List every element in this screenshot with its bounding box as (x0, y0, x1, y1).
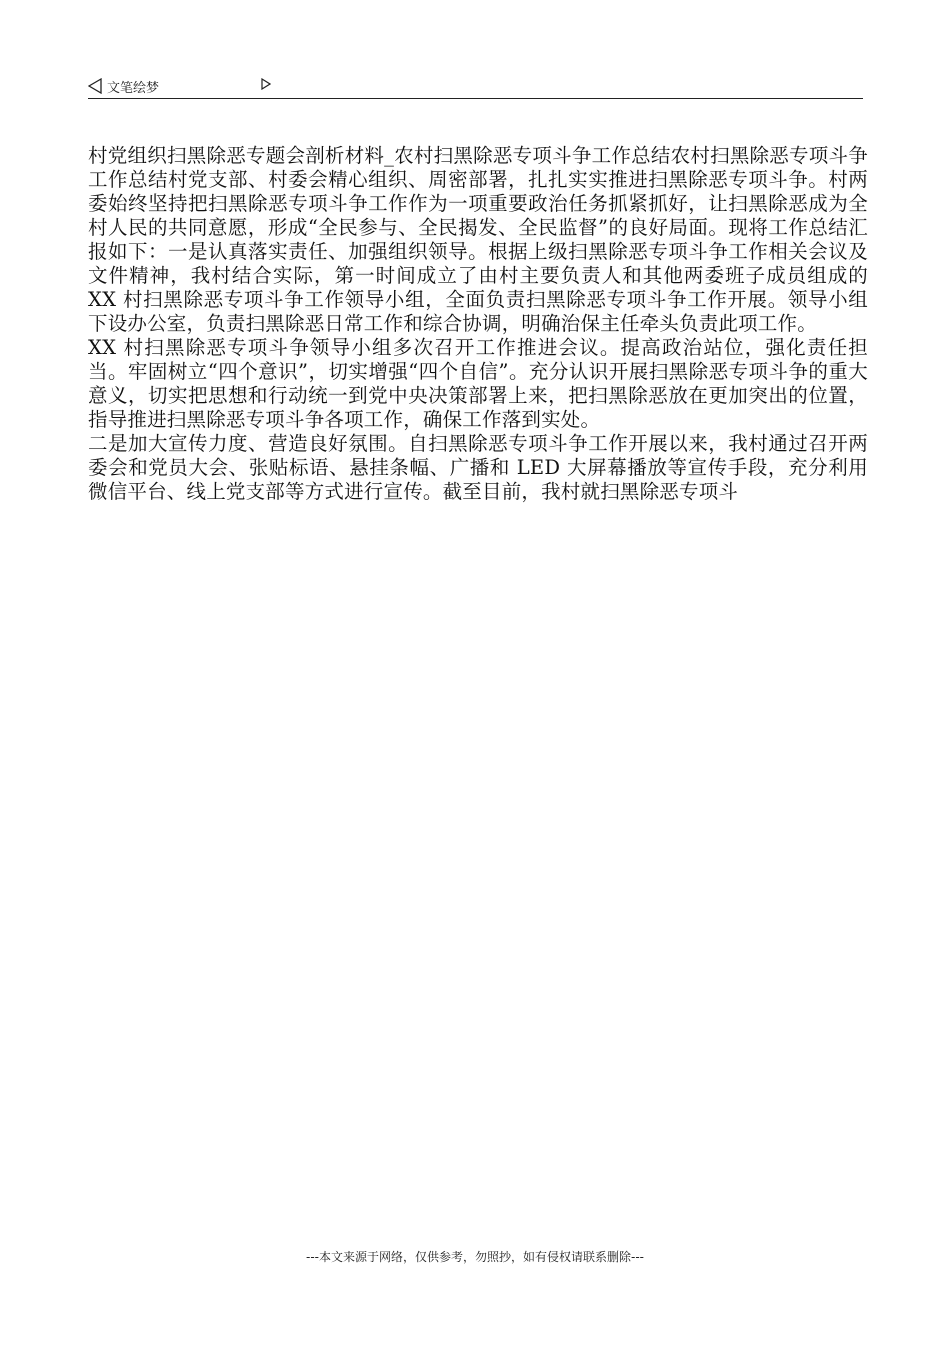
paragraph-1: 村党组织扫黑除恶专题会剖析材料_农村扫黑除恶专项斗争工作总结农村扫黑除恶专项斗争工作总结村党支部、村委会精心组织、周密部署，扎扎实实推进扫黑除恶专项斗争。村两委始终坚持把扫黑除恶专项斗争工作作为一项重要政治任务抓紧抓好，让扫黑除恶成为全村人民的共同意愿，形成“全民参与、全民揭发、全民监督”的良好局面。现将工作总结汇报如下：一是认真落实责任、加强组织领导。根据上级扫黑除恶专项斗争工作相关会议及文件精神，我村结合实际，第一时间成立了由村主要负责人和其他两委班子成员组成的 XX 村扫黑除恶专项斗争工作领导小组，全面负责扫黑除恶专项斗争工作开展。领导小组下设办公室，负责扫黑除恶日常工作和综合协调，明确治保主任牵头负责此项工作。 (88, 144, 868, 335)
page-header (88, 72, 863, 99)
paragraph-2: XX 村扫黑除恶专项斗争领导小组多次召开工作推进会议。提高政治站位，强化责任担当。牢固树立“四个意识”，切实增强“四个自信”。充分认识开展扫黑除恶专项斗争的重大意义，切实把思想和行动统一到党中央决策部署上来，把扫黑除恶放在更加突出的位置，指导推进扫黑除恶专项斗争各项工作，确保工作落到实处。 (88, 336, 868, 431)
header-brand: 文笔绘梦 (107, 81, 160, 96)
paragraph-3: 二是加大宣传力度、营造良好氛围。自扫黑除恶专项斗争工作开展以来，我村通过召开两委会和党员大会、张贴标语、悬挂条幅、广播和 LED 大屏幕播放等宣传手段，充分利用微信平台、线上党支部等方式进行宣传。截至目前，我村就扫黑除恶专项斗 (88, 432, 868, 503)
footer-disclaimer: ---本文来源于网络，仅供参考，勿照抄，如有侵权请联系删除--- (306, 1250, 644, 1264)
triangle-right-icon (261, 78, 271, 90)
document-body (88, 144, 868, 504)
